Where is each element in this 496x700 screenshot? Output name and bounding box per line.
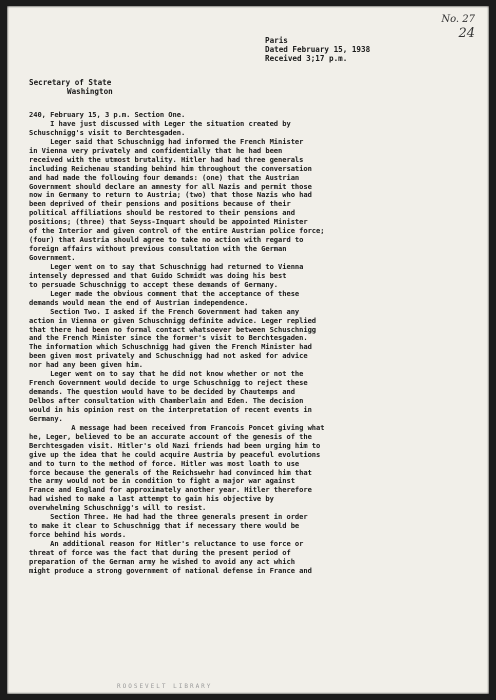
body-line: in Vienna very privately and confidentially that he had been [29,146,283,155]
body-line: political affiliations should be restored to their pensions and [29,209,295,218]
body-line: been given most privately and Schuschnigg had not asked for advice [29,352,308,361]
body-line: might produce a strong government of national defense in France and [29,566,312,575]
body-line: and to turn to the method of force. Hitler was most loath to use [29,459,300,468]
addressee-line-1: Secretary of State [29,78,112,87]
telegram-body [29,111,479,576]
body-line: to make it clear to Schuschnigg that if necessary there would be [29,522,300,531]
header-dated: Dated February 15, 1938 [265,45,371,54]
body-line: foreign affairs without previous consultation with the German [29,245,287,254]
body-line: Leger made the obvious comment that the acceptance of these [29,289,300,298]
body-line: 240, February 15, 3 p.m. Section One. [29,111,186,119]
body-line: demands. The question would have to be decided by Chautemps and [29,388,295,397]
body-line: demands would mean the end of Austrian independence. [29,298,249,307]
body-line: A message had been received from Francois Poncet giving what [29,423,325,432]
body-line: Leger said that Schuschnigg had informed the French Minister [29,137,304,146]
footer-archive-mark: ROOSEVELT LIBRARY [117,683,213,690]
body-line: received with the utmost brutality. Hitler had had three generals [29,155,304,164]
addressee-block [29,78,113,96]
body-line: force because the generals of the Reichswehr had convinced him that [29,468,312,477]
body-line: nor had any been given him. [29,361,143,370]
body-line: and the French Minister since the former's visit to Berchtesgaden. [29,334,308,343]
header-place: Paris [265,36,288,45]
body-line: Germany. [29,414,63,423]
body-line: Government should declare an amnesty for all Nazis and permit those [29,182,312,191]
body-line: force behind his words. [29,531,127,540]
body-line: I have just discussed with Leger the situation created by [29,119,291,128]
body-line: that there had been no formal contact whatsoever between Schuschnigg [29,325,317,334]
body-line: overwhelming Schuschnigg's will to resist. [29,504,207,513]
body-line: now in Germany to return to Austria; (two) that those Nazis who had [29,191,312,200]
archive-number: No. 27 [441,14,475,25]
body-line: of the Interior and given control of the entire Austrian police force; [29,227,325,236]
body-line: Schuschnigg's visit to Berchtesgaden. [29,128,186,137]
body-line: Government. [29,254,76,262]
body-line: France and England for approximately another year. Hitler therefore [29,486,312,495]
body-line: action in Vienna or given Schuschnigg definite advice. Leger replied [29,316,317,325]
body-line: Section Three. He had had the three generals present in order [29,513,308,522]
body-line: intensely depressed and that Guido Schmidt was doing his best [29,271,287,280]
body-line: Berchtesgaden visit. Hitler's old Nazi friends had been urging him to [29,441,321,450]
body-line: been deprived of their pensions and positions because of their [29,200,291,209]
body-line: positions; (three) that Seyss-Inquart should be appointed Minister [29,218,308,227]
body-line: give up the idea that he could acquire Austria by peaceful evolutions [29,450,321,459]
body-line: the army would not be in condition to fight a major war against [29,477,295,486]
body-line: Leger went on to say that Schuschnigg had returned to Vienna [29,262,304,271]
body-line: threat of force was the fact that during the present period of [29,548,291,557]
body-line: had wished to make a last attempt to gain his objective by [29,495,274,504]
body-line: to persuade Schuschnigg to accept these demands of Germany. [29,280,279,289]
page-number: 24 [458,26,475,41]
archive-stamp [441,14,475,40]
body-line: preparation of the German army he wished to avoid any act which [29,557,295,566]
document-page [7,6,489,694]
body-line: Leger went on to say that he did not know whether or not the [29,370,304,379]
body-line: An additional reason for Hitler's reluctance to use force or [29,540,304,548]
body-line: (four) that Austria should agree to take no action with regard to [29,236,304,245]
body-line: French Government would decide to urge Schuschnigg to reject these [29,379,308,388]
body-line: Delbos after consultation with Chamberlain and Eden. The decision [29,397,304,405]
addressee-line-2: Washington [67,87,113,96]
body-line: he, Leger, believed to be an accurate account of the genesis of the [29,432,312,441]
body-line: Section Two. I asked if the French Government had taken any [29,307,300,316]
body-line: including Reichenau standing behind him throughout the conversation [29,164,312,173]
body-line: would in his opinion rest on the interpretation of recent events in [29,405,312,414]
telegram-header [265,36,370,63]
body-line: and had made the following four demands: (one) that the Austrian [29,173,300,182]
header-received: Received 3;17 p.m. [265,54,348,63]
body-line: The information which Schuschnigg had given the French Minister had [29,343,312,352]
